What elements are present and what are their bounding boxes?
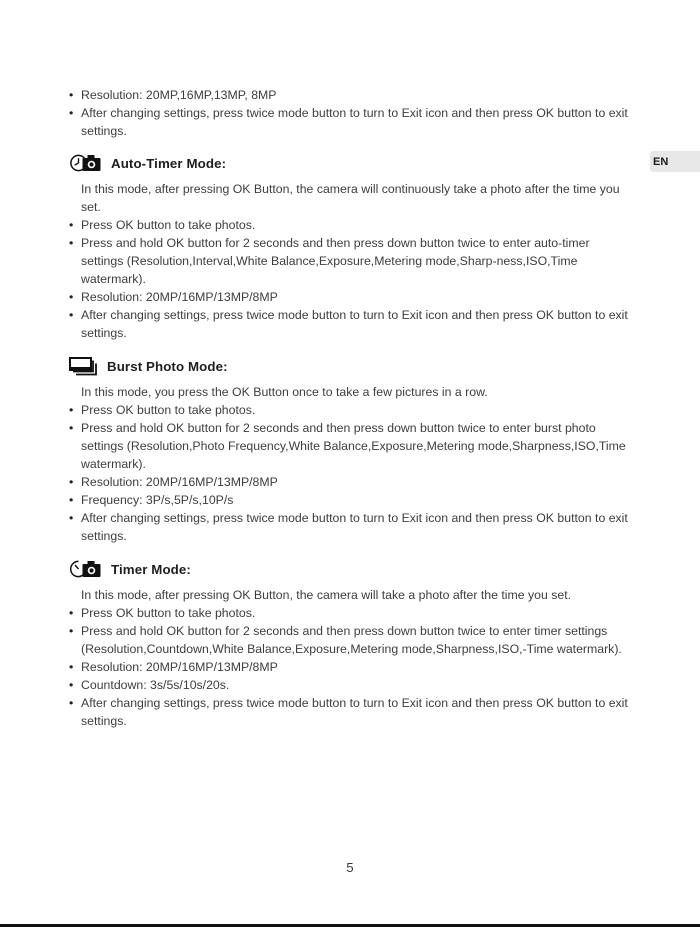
timer-camera-icon	[69, 559, 103, 579]
timer-bullet-list	[69, 604, 631, 730]
burst-bullet-list	[69, 401, 631, 545]
section-title: Burst Photo Mode:	[107, 358, 228, 374]
list-item: • Resolution: 20MP/16MP/13MP/8MP	[69, 473, 631, 491]
list-item: • After changing settings, press twice mode button to turn to Exit icon and then press OK button to exit settings.	[69, 509, 631, 545]
timer-section-heading	[69, 558, 631, 580]
page-content	[69, 86, 631, 730]
burst-photo-icon	[69, 356, 99, 376]
section-intro: In this mode, after pressing OK Button, the camera will take a photo after the time you set.	[81, 588, 572, 602]
burst-section-heading	[69, 355, 631, 377]
section-intro: In this mode, after pressing OK Button, the camera will continuously take a photo after the time you set.	[81, 182, 620, 214]
list-item: • Press and hold OK button for 2 seconds and then press down button twice to enter auto-timer settings (Resolution,Interval,White Balance,Exposure,Metering mode,Sharp-ness,ISO,Time watermark).	[69, 234, 631, 288]
intro-bullet-list	[69, 86, 631, 140]
list-item: • Press OK button to take photos.	[69, 401, 631, 419]
list-item: • Frequency: 3P/s,5P/s,10P/s	[69, 491, 631, 509]
list-item: • Press OK button to take photos.	[69, 216, 631, 234]
list-item: • After changing settings, press twice mode button to turn to Exit icon and then press OK button to exit settings.	[69, 694, 631, 730]
list-item: • Resolution: 20MP/16MP/13MP/8MP	[69, 658, 631, 676]
section-title: Auto-Timer Mode:	[111, 155, 227, 171]
auto-timer-camera-icon	[69, 153, 103, 173]
section-title: Timer Mode:	[111, 561, 191, 577]
auto-timer-bullet-list	[69, 216, 631, 342]
list-item: • Resolution: 20MP/16MP/13MP/8MP	[69, 288, 631, 306]
list-item: • After changing settings, press twice mode button to turn to Exit icon and then press OK button to exit settings.	[69, 306, 631, 342]
list-item: • Press OK button to take photos.	[69, 604, 631, 622]
list-item: • Press and hold OK button for 2 seconds and then press down button twice to enter burst photo settings (Resolution,Photo Frequency,White Balance,Exposure,Metering mode,Sharpness,ISO,Time watermark).	[69, 419, 631, 473]
language-tab: EN	[650, 151, 700, 172]
section-intro: In this mode, you press the OK Button once to take a few pictures in a row.	[81, 385, 488, 399]
list-item: • Countdown: 3s/5s/10s/20s.	[69, 676, 631, 694]
list-item: • Resolution: 20MP,16MP,13MP, 8MP	[69, 86, 631, 104]
page-number: 5	[346, 860, 354, 875]
list-item: • Press and hold OK button for 2 seconds and then press down button twice to enter timer settings (Resolution,Countdown,White Balance,Exposure,Metering mode,Sharpness,ISO,-Time watermark).	[69, 622, 631, 658]
auto-timer-section-heading	[69, 152, 631, 174]
list-item: • After changing settings, press twice mode button to turn to Exit icon and then press OK button to exit settings.	[69, 104, 631, 140]
